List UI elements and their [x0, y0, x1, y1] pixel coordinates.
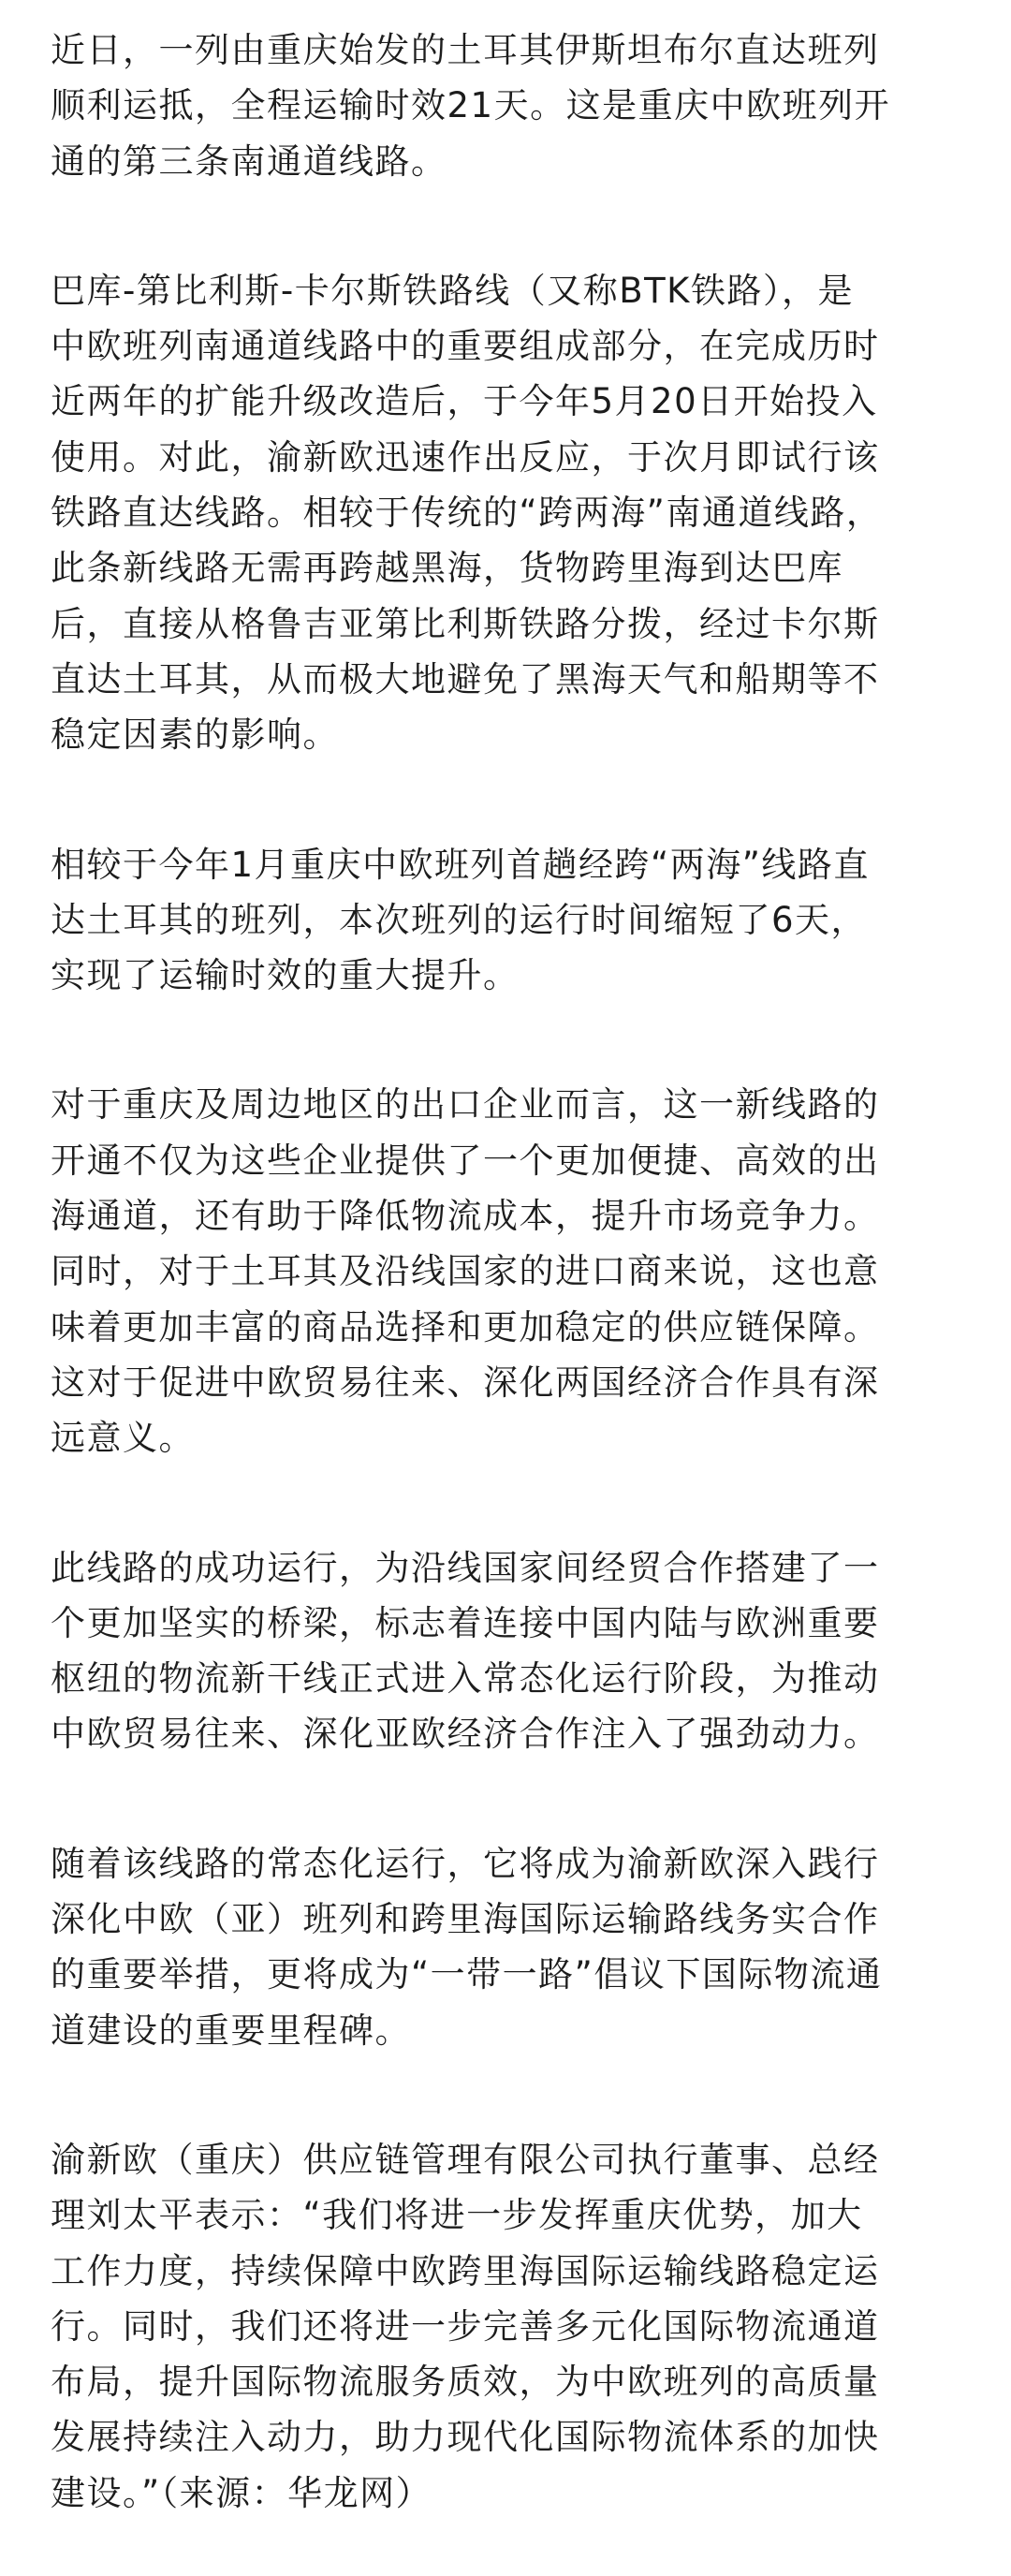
text-line: 渝新欧（重庆）供应链管理有限公司执行董事、总经 — [51, 2139, 880, 2180]
text-line: 近两年的扩能升级改造后，于今年5月20日开始投入 — [51, 381, 878, 422]
paragraph-2 — [51, 244, 960, 763]
text-line: 这对于促进中欧贸易往来、深化两国经济合作具有深 — [51, 1362, 880, 1403]
text-line: 稳定因素的影响。 — [51, 714, 339, 756]
text-line: 工作力度，持续保障中欧跨里海国际运输线路稳定运 — [51, 2250, 880, 2291]
text-line: 相较于今年1月重庆中欧班列首趟经跨“两海”线路直 — [51, 844, 870, 885]
text-line: 同时，对于土耳其及沿线国家的进口商来说，这也意 — [51, 1251, 880, 1292]
text-line: 远意义。 — [51, 1418, 195, 1459]
text-line: 对于重庆及周边地区的出口企业而言，这一新线路的 — [51, 1084, 880, 1126]
paragraph-7 — [51, 2113, 960, 2521]
text-line: 中欧班列南通道线路中的重要组成部分，在完成历时 — [51, 326, 880, 367]
text-line: 道建设的重要里程碑。 — [51, 2009, 411, 2051]
paragraph-6 — [51, 1818, 960, 2058]
paragraph-5 — [51, 1522, 960, 1762]
article-body — [51, 0, 960, 2576]
text-line: 随着该线路的常态化运行，它将成为渝新欧深入践行 — [51, 1843, 880, 1884]
text-line: 开通不仅为这些企业提供了一个更加便捷、高效的出 — [51, 1140, 880, 1181]
paragraph-1 — [51, 0, 960, 189]
text-line: 海通道，还有助于降低物流成本，提升市场竞争力。 — [51, 1196, 880, 1237]
text-line: 深化中欧（亚）班列和跨里海国际运输路线务实合作 — [51, 1899, 880, 1940]
text-line: 行。同时，我们还将进一步完善多元化国际物流通道 — [51, 2305, 880, 2347]
text-line: 直达土耳其，从而极大地避免了黑海天气和船期等不 — [51, 658, 880, 699]
text-line: 发展持续注入动力，助力现代化国际物流体系的加快 — [51, 2417, 880, 2458]
paragraph-4 — [51, 1058, 960, 1465]
text-line: 此线路的成功运行，为沿线国家间经贸合作搭建了一 — [51, 1547, 880, 1588]
text-line: 味着更加丰富的商品选择和更加稳定的供应链保障。 — [51, 1306, 880, 1347]
text-line: 枢纽的物流新干线正式进入常态化运行阶段，为推动 — [51, 1658, 880, 1700]
text-line: 的重要举措，更将成为“一带一路”倡议下国际物流通 — [51, 1954, 883, 1995]
text-line: 顺利运抵，全程运输时效21天。这是重庆中欧班列开 — [51, 85, 891, 126]
paragraph-3 — [51, 818, 960, 1004]
text-line: 达土耳其的班列，本次班列的运行时间缩短了6天， — [51, 899, 868, 940]
text-line: 理刘太平表示：“我们将进一步发挥重庆优势，加大 — [51, 2195, 863, 2236]
text-line: 此条新线路无需再跨越黑海，货物跨里海到达巴库 — [51, 548, 843, 589]
text-line: 通的第三条南通道线路。 — [51, 140, 447, 182]
text-line: 后，直接从格鲁吉亚第比利斯铁路分拨，经过卡尔斯 — [51, 603, 880, 644]
text-line: 铁路直达线路。相较于传统的“跨两海”南通道线路， — [51, 493, 883, 534]
text-line: 使用。对此，渝新欧迅速作出反应，于次月即试行该 — [51, 436, 880, 478]
text-line: 建设。”（来源：华龙网） — [51, 2472, 432, 2513]
text-line: 中欧贸易往来、深化亚欧经济合作注入了强劲动力。 — [51, 1714, 880, 1755]
text-line: 近日，一列由重庆始发的土耳其伊斯坦布尔直达班列 — [51, 30, 880, 70]
text-line: 布局，提升国际物流服务质效，为中欧班列的高质量 — [51, 2362, 880, 2403]
text-line: 个更加坚实的桥梁，标志着连接中国内陆与欧洲重要 — [51, 1602, 880, 1643]
text-line: 巴库-第比利斯-卡尔斯铁路线（又称BTK铁路），是 — [51, 270, 854, 311]
text-line: 实现了运输时效的重大提升。 — [51, 955, 520, 996]
